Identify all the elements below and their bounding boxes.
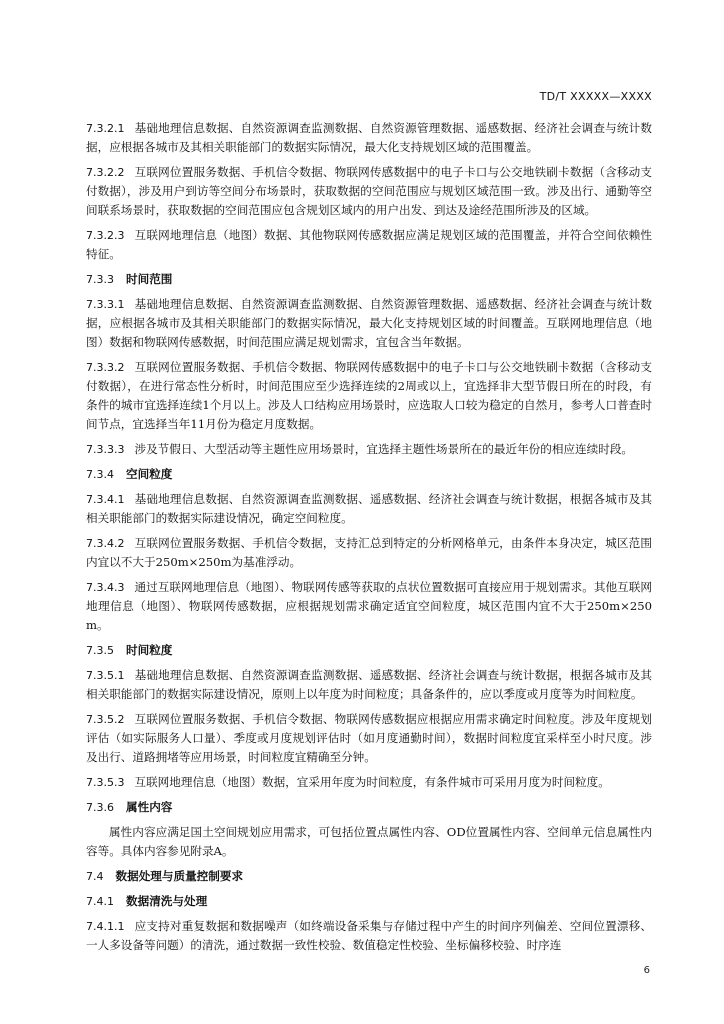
- clause-paragraph: [86, 226, 652, 264]
- clause-number: 7.3.2.1: [86, 122, 125, 135]
- clause-text: 属性内容应满足国土空间规划应用需求，可包括位置点属性内容、OD位置属性内容、空间单元信息属性内容等。具体内容参见附录A。: [86, 825, 652, 858]
- clause-text: 互联网位置服务数据、手机信令数据、物联网传感数据中的电子卡口与公交地铁刷卡数据（含移动支付数据），在进行常态性分析时，时间范围应至少选择连续的2周或以上，宜选择非大型节假日所在的时段，有条件的城市宜选择连续1个月以上。涉及人口结构应用场景时，应选取人口较为稳定的自然月，参考人口普查时间节点，宜选择当年11月份为稳定月度数据。: [86, 360, 652, 431]
- body-paragraph: [86, 823, 652, 861]
- heading-text: 时间范围: [126, 272, 173, 286]
- section-heading: [86, 641, 652, 660]
- clause-number: 7.3.5: [86, 644, 114, 657]
- section-heading: [86, 798, 652, 817]
- document-body: [86, 119, 652, 961]
- clause-paragraph: [86, 358, 652, 434]
- clause-text: 基础地理信息数据、自然资源调查监测数据、自然资源管理数据、遥感数据、经济社会调查与统计数据，应根据各城市及其相关职能部门的数据实际情况，最大化支持规划区域的范围覆盖。: [86, 121, 652, 154]
- clause-paragraph: [86, 163, 652, 220]
- clause-text: 基础地理信息数据、自然资源调查监测数据、遥感数据、经济社会调查与统计数据，根据各城市及其相关职能部门的数据实际建设情况，确定空间粒度。: [86, 492, 652, 525]
- section-heading: [86, 270, 652, 289]
- clause-number: 7.3.3.2: [86, 361, 125, 374]
- clause-text: 互联网位置服务数据、手机信令数据、物联网传感数据应根据应用需求确定时间粒度。涉及年度规划评估（如实际服务人口量）、季度或月度规划评估时（如月度通勤时间），数据时间粒度宜采样至小时尺度。涉及出行、道路拥堵等应用场景，时间粒度宜精确至分钟。: [86, 712, 652, 764]
- clause-number: 7.3.4: [86, 468, 114, 481]
- clause-number: 7.3.6: [86, 801, 114, 814]
- clause-number: 7.4.1.1: [86, 920, 125, 933]
- clause-number: 7.3.3.1: [86, 298, 125, 311]
- clause-text: 互联网位置服务数据、手机信令数据，支持汇总到特定的分析网格单元，由条件本身决定，城区范围内宜以不大于250m×250m为基准浮动。: [86, 536, 652, 569]
- clause-number: 7.3.4.3: [86, 581, 125, 594]
- clause-text: 基础地理信息数据、自然资源调查监测数据、自然资源管理数据、遥感数据、经济社会调查与统计数据，应根据各城市及其相关职能部门的数据实际情况，最大化支持规划区域的时间覆盖。互联网地理信息（地图）数据和物联网传感数据，时间范围应满足规划需求，宜包含当年数据。: [86, 297, 652, 349]
- clause-paragraph: [86, 119, 652, 157]
- clause-text: 应支持对重复数据和数据噪声（如终端设备采集与存储过程中产生的时间序列偏差、空间位置漂移、一人多设备等问题）的清洗，通过数据一致性校验、数值稳定性校验、坐标偏移校验、时序连: [86, 919, 652, 952]
- section-heading: [86, 867, 652, 886]
- clause-number: 7.3.5.2: [86, 713, 125, 726]
- clause-number: 7.4: [86, 870, 104, 883]
- clause-number: 7.3.2.2: [86, 166, 125, 179]
- clause-number: 7.3.4.1: [86, 493, 125, 506]
- section-heading: [86, 892, 652, 911]
- heading-text: 属性内容: [126, 800, 173, 814]
- clause-text: 互联网地理信息（地图）数据、其他物联网传感数据应满足规划区域的范围覆盖，并符合空间依赖性特征。: [86, 228, 652, 261]
- clause-paragraph: [86, 578, 652, 635]
- heading-text: 数据处理与质量控制要求: [115, 869, 244, 883]
- section-heading: [86, 465, 652, 484]
- clause-text: 通过互联网地理信息（地图）、物联网传感等获取的点状位置数据可直接应用于规划需求。其他互联网地理信息（地图）、物联网传感数据，应根据规划需求确定适宜空间粒度，城区范围内宜不大于250m×250m。: [86, 580, 652, 632]
- clause-number: 7.4.1: [86, 895, 114, 908]
- clause-text: 互联网位置服务数据、手机信令数据、物联网传感数据中的电子卡口与公交地铁刷卡数据（含移动支付数据），涉及用户到访等空间分布场景时，获取数据的空间范围应与规划区域范围一致。涉及出行、通勤等空间联系场景时，获取数据的空间范围应包含规划区域内的用户出发、到达及途经范围所涉及的区域。: [86, 165, 652, 217]
- clause-paragraph: [86, 773, 652, 792]
- document-code: TD/T XXXXX—XXXX: [539, 90, 652, 103]
- clause-text: 基础地理信息数据、自然资源调查监测数据、遥感数据、经济社会调查与统计数据，根据各城市及其相关职能部门的数据实际建设情况，原则上以年度为时间粒度；具备条件的，应以季度或月度等为时间粒度。: [86, 668, 652, 701]
- clause-paragraph: [86, 666, 652, 704]
- clause-number: 7.3.3.3: [86, 443, 125, 456]
- clause-paragraph: [86, 534, 652, 572]
- heading-text: 时间粒度: [126, 643, 173, 657]
- clause-paragraph: [86, 490, 652, 528]
- clause-number: 7.3.5.1: [86, 669, 125, 682]
- clause-paragraph: [86, 295, 652, 352]
- heading-text: 数据清洗与处理: [126, 894, 208, 908]
- clause-paragraph: [86, 440, 652, 459]
- heading-text: 空间粒度: [126, 467, 173, 481]
- clause-number: 7.3.2.3: [86, 229, 125, 242]
- clause-number: 7.3.4.2: [86, 537, 125, 550]
- clause-text: 涉及节假日、大型活动等主题性应用场景时，宜选择主题性场景所在的最近年份的相应连续时段。: [134, 442, 634, 456]
- clause-number: 7.3.5.3: [86, 776, 125, 789]
- clause-paragraph: [86, 710, 652, 767]
- clause-text: 互联网地理信息（地图）数据，宜采用年度为时间粒度，有条件城市可采用月度为时间粒度。: [134, 775, 610, 789]
- clause-number: 7.3.3: [86, 273, 114, 286]
- clause-paragraph: [86, 917, 652, 955]
- page-number: 6: [643, 965, 650, 976]
